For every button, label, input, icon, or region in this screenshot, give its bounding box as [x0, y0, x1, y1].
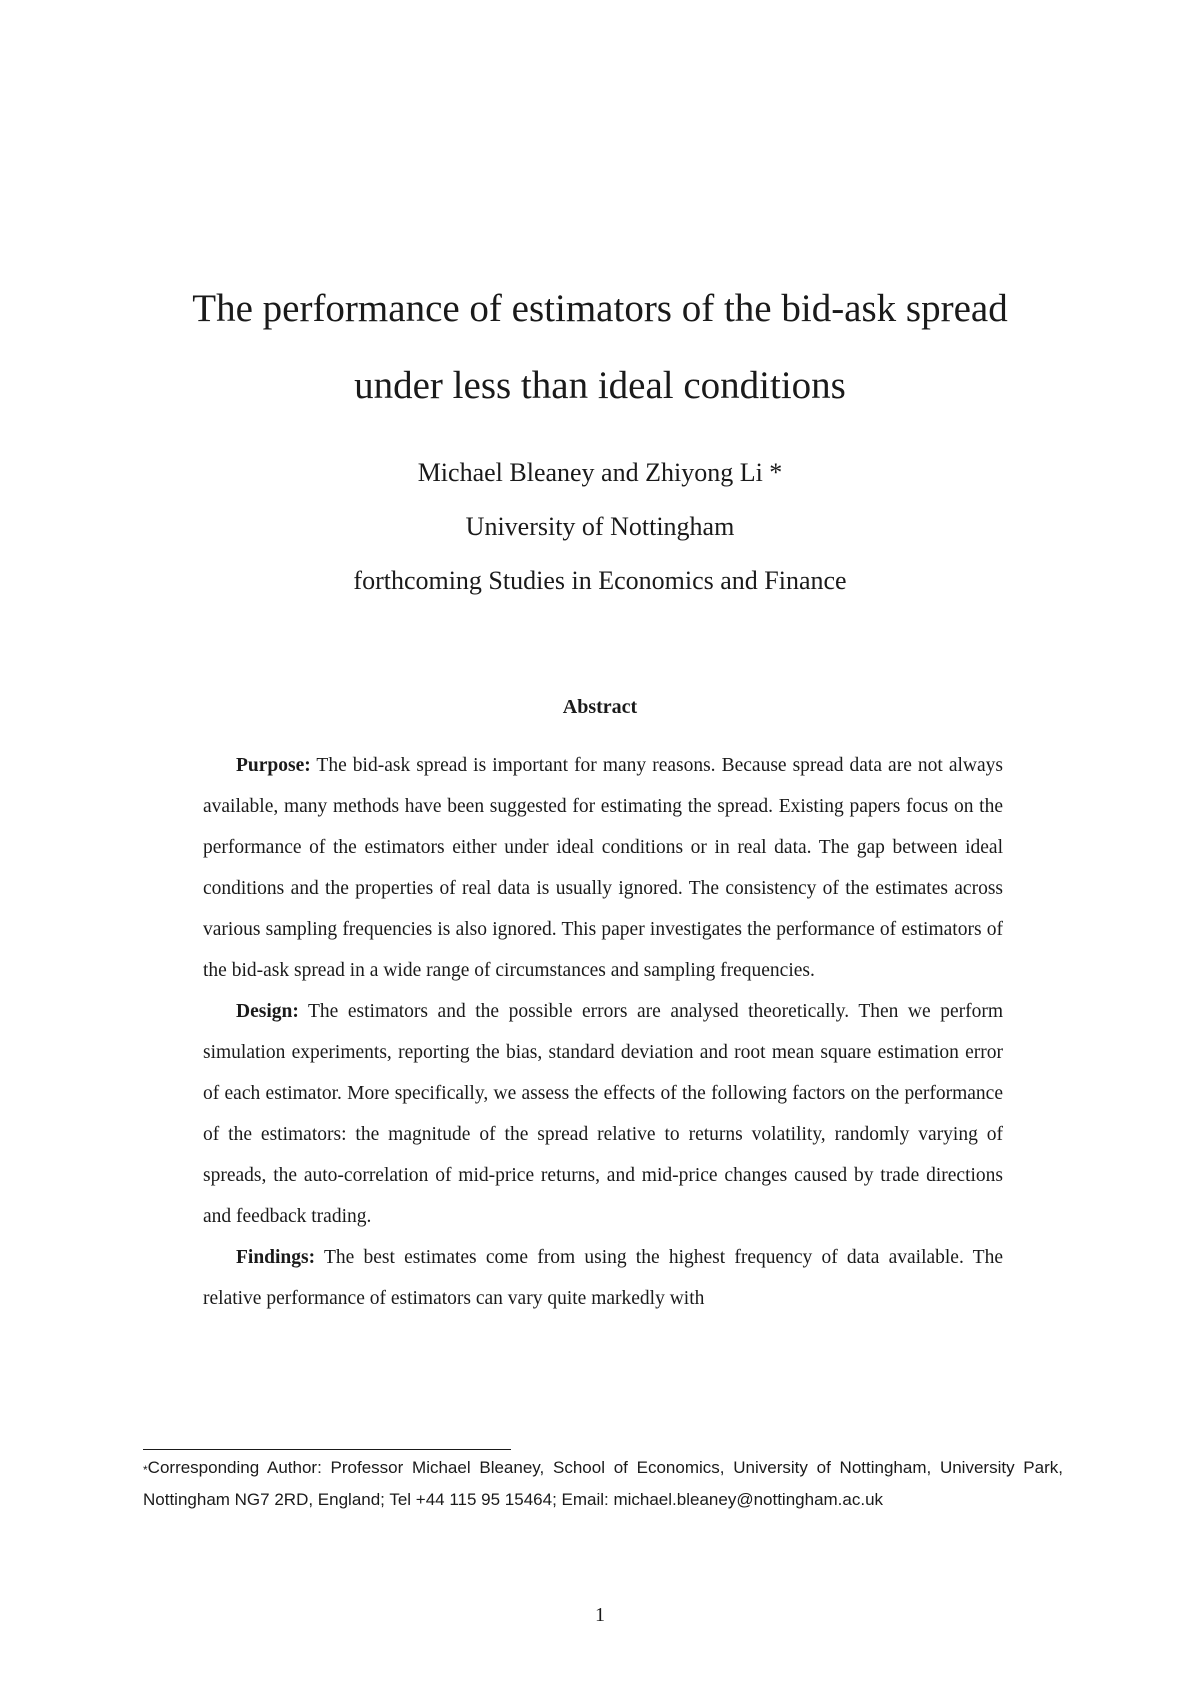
- footnote-mark: *: [143, 1463, 148, 1477]
- footnote-divider: [143, 1449, 511, 1450]
- footnote-text: Corresponding Author: Professor Michael Bleaney, School of Economics, University of Nottingham, University Park, Nottingham NG7 2RD, England; Tel +44 115 95 15464; Email: michael.bleaney@nottingham.ac.uk: [143, 1458, 1063, 1509]
- abstract-heading: Abstract: [562, 696, 638, 718]
- findings-text: The best estimates come from using the highest frequency of data available. The relative performance of estimators can vary quite markedly with: [203, 1247, 1003, 1309]
- venue-line: forthcoming Studies in Economics and Finance: [353, 566, 847, 595]
- findings-label: Findings:: [236, 1247, 316, 1268]
- abstract-purpose-paragraph: [203, 745, 1003, 991]
- footnote: [143, 1452, 1063, 1516]
- title-line-2: under less than ideal conditions: [354, 364, 846, 407]
- page-number: 1: [595, 1604, 605, 1626]
- design-text: The estimators and the possible errors are analysed theoretically. Then we perform simulation experiments, reporting the bias, standard deviation and root mean square estimation error of each estimator. More specifically, we assess the effects of the following factors on the performance of the estimators: the magnitude of the spread relative to returns volatility, randomly varying of spreads, the auto-correlation of mid-price returns, and mid-price changes caused by trade directions and feedback trading.: [203, 1001, 1003, 1227]
- purpose-label: Purpose:: [236, 755, 311, 776]
- author-line: Michael Bleaney and Zhiyong Li *: [417, 458, 783, 487]
- purpose-text: The bid-ask spread is important for many reasons. Because spread data are not always available, many methods have been suggested for estimating the spread. Existing papers focus on the performance of the estimators either under ideal conditions or in real data. The gap between ideal conditions and the properties of real data is usually ignored. The consistency of the estimates across various sampling frequencies is also ignored. This paper investigates the performance of estimators of the bid-ask spread in a wide range of circumstances and sampling frequencies.: [203, 755, 1003, 981]
- design-label: Design:: [236, 1001, 299, 1022]
- affiliation-line: University of Nottingham: [465, 512, 735, 541]
- abstract-design-paragraph: [203, 991, 1003, 1237]
- title-line-1: The performance of estimators of the bid-ask spread: [192, 287, 1008, 330]
- paper-title: [100, 270, 1100, 424]
- abstract-body: [203, 745, 1003, 1319]
- abstract-findings-paragraph: [203, 1237, 1003, 1319]
